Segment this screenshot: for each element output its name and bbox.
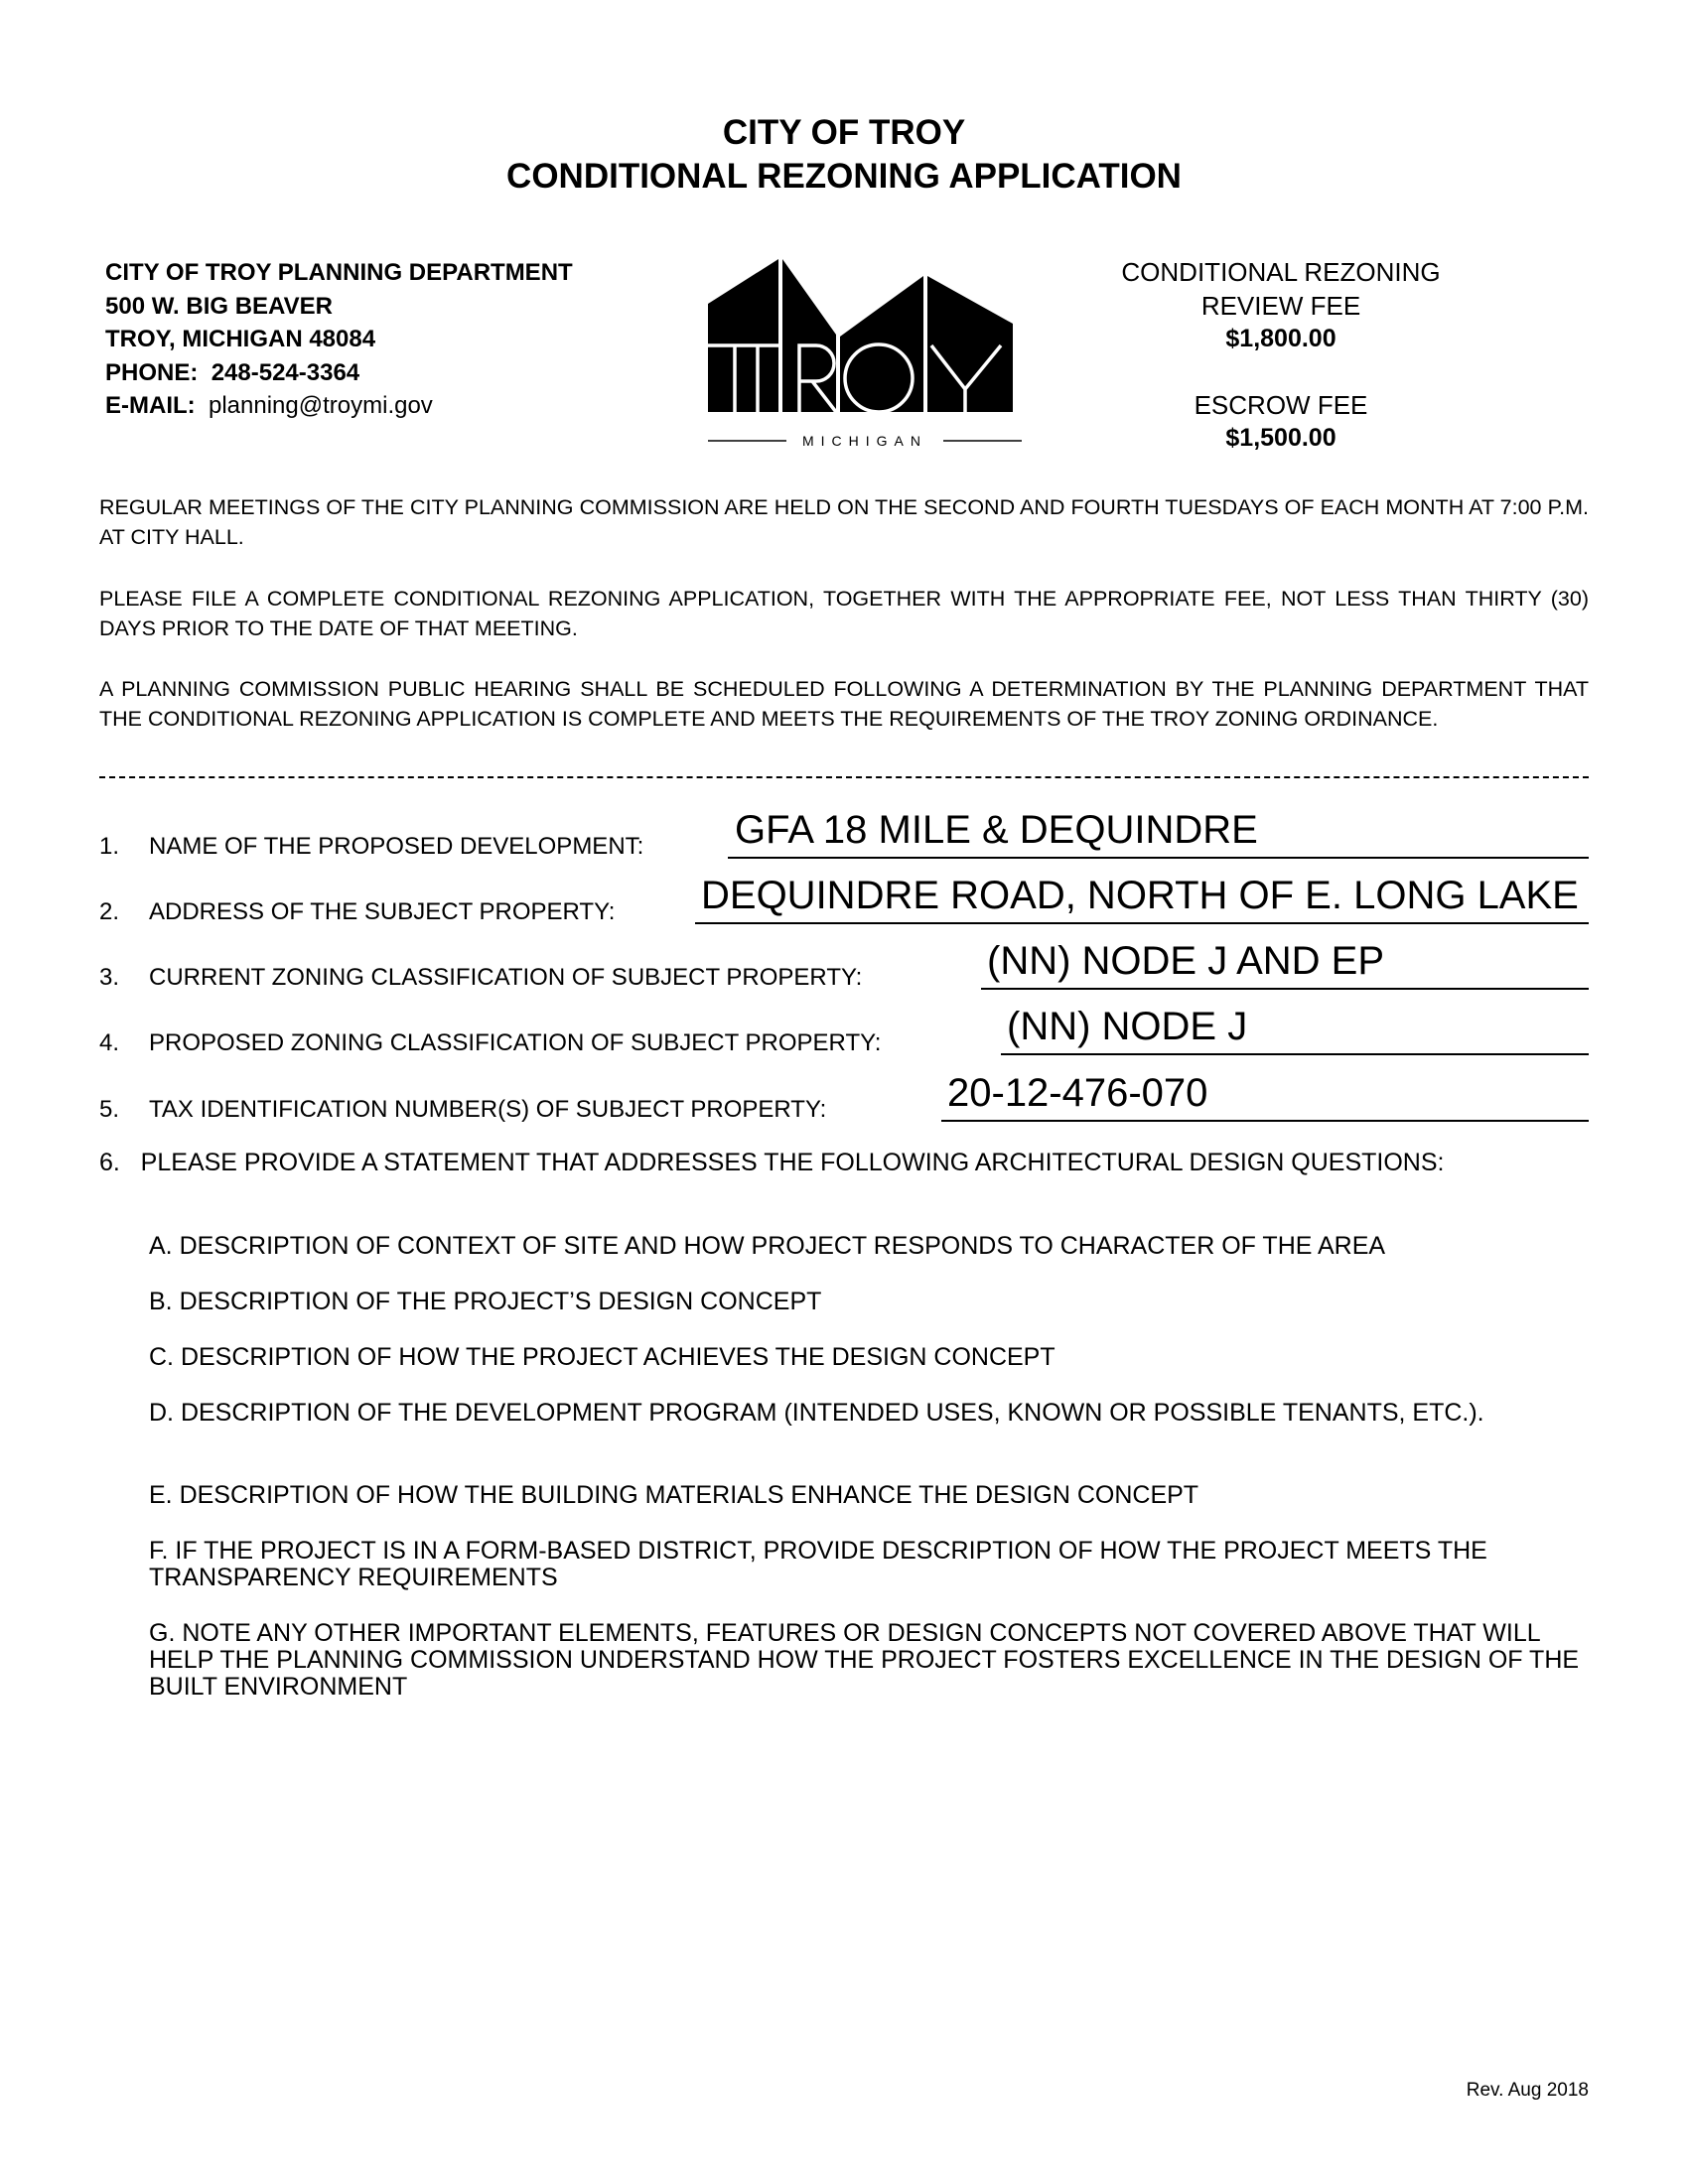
department-city: TROY, MICHIGAN 48084 — [105, 326, 376, 352]
department-name: CITY OF TROY PLANNING DEPARTMENT — [105, 259, 573, 286]
troy-logo-graphic — [705, 250, 1025, 459]
field-number: 3. — [99, 964, 120, 991]
fees-block — [1072, 256, 1489, 456]
department-info — [105, 256, 573, 423]
field-value[interactable]: 20-12-476-070 — [947, 1071, 1208, 1115]
field-underline — [1001, 1053, 1589, 1055]
department-street: 500 W. BIG BEAVER — [105, 292, 333, 320]
logo-subtitle: MICHIGAN — [802, 433, 927, 449]
question-6: 6. PLEASE PROVIDE A STATEMENT THAT ADDRESSES THE FOLLOWING ARCHITECTURAL DESIGN QUESTIONS: — [99, 1149, 1445, 1176]
design-question-c: C. DESCRIPTION OF HOW THE PROJECT ACHIEVES THE DESIGN CONCEPT — [149, 1343, 1055, 1371]
field-underline — [728, 857, 1589, 859]
field-value[interactable]: DEQUINDRE ROAD, NORTH OF E. LONG LAKE — [701, 874, 1579, 917]
field-label: PROPOSED ZONING CLASSIFICATION OF SUBJECT PROPERTY: — [149, 1029, 882, 1056]
meetings-paragraph: REGULAR MEETINGS OF THE CITY PLANNING COMMISSION ARE HELD ON THE SECOND AND FOURTH TUESDAYS OF EACH MONTH AT 7:00 P.M. AT CITY HALL. — [99, 495, 1589, 549]
field-value[interactable]: GFA 18 MILE & DEQUINDRE — [735, 808, 1258, 852]
escrow-fee-amount: $1,500.00 — [1225, 424, 1336, 452]
field-label: CURRENT ZONING CLASSIFICATION OF SUBJECT PROPERTY: — [149, 964, 863, 991]
design-question-d: D. DESCRIPTION OF THE DEVELOPMENT PROGRAM (INTENDED USES, KNOWN OR POSSIBLE TENANTS, ETC.). — [149, 1399, 1484, 1427]
dashed-separator — [99, 776, 1589, 780]
field-number: 1. — [99, 833, 120, 860]
design-question-g: G. NOTE ANY OTHER IMPORTANT ELEMENTS, FEATURES OR DESIGN CONCEPTS NOT COVERED ABOVE THAT WILL HELP THE PLANNING COMMISSION UNDERSTAND HOW THE PROJECT FOSTERS EXCELLENCE IN THE DESIGN OF THE BUILT ENVIRONMENT — [149, 1619, 1580, 1701]
design-question-e: E. DESCRIPTION OF HOW THE BUILDING MATERIALS ENHANCE THE DESIGN CONCEPT — [149, 1481, 1199, 1509]
page-title-line1: CITY OF TROY — [722, 113, 966, 152]
field-development-name — [99, 808, 1589, 860]
field-current-zoning — [99, 939, 1589, 991]
design-question-f: F. IF THE PROJECT IS IN A FORM-BASED DISTRICT, PROVIDE DESCRIPTION OF HOW THE PROJECT MEETS THE TRANSPARENCY REQUIREMENTS — [149, 1537, 1487, 1591]
review-fee-label-line2: REVIEW FEE — [1200, 290, 1361, 321]
field-number: 4. — [99, 1029, 120, 1056]
field-number: 5. — [99, 1096, 120, 1123]
phone-number: 248-524-3364 — [211, 358, 360, 386]
field-underline — [941, 1120, 1589, 1122]
troy-logo — [705, 250, 1025, 459]
field-value[interactable]: (NN) NODE J AND EP — [987, 939, 1385, 983]
field-underline — [981, 988, 1589, 990]
review-fee-amount: $1,800.00 — [1225, 325, 1336, 352]
design-question-b: B. DESCRIPTION OF THE PROJECT’S DESIGN CONCEPT — [149, 1288, 822, 1315]
filing-paragraph: PLEASE FILE A COMPLETE CONDITIONAL REZONING APPLICATION, TOGETHER WITH THE APPROPRIATE FEE, NOT LESS THAN THIRTY (30) DAYS PRIOR TO THE DATE OF THAT MEETING. — [99, 587, 1589, 640]
field-proposed-zoning — [99, 1005, 1589, 1056]
field-value[interactable]: (NN) NODE J — [1007, 1005, 1248, 1048]
escrow-fee-label: ESCROW FEE — [1194, 389, 1368, 420]
field-label: ADDRESS OF THE SUBJECT PROPERTY: — [149, 898, 616, 925]
email-address: planning@troymi.gov — [209, 392, 433, 419]
field-underline — [695, 922, 1589, 924]
hearing-paragraph: A PLANNING COMMISSION PUBLIC HEARING SHALL BE SCHEDULED FOLLOWING A DETERMINATION BY THE PLANNING DEPARTMENT THAT THE CONDITIONAL REZONING APPLICATION IS COMPLETE AND MEETS THE REQUIREMENTS OF THE TROY ZONING ORDINANCE. — [99, 677, 1589, 731]
phone-label: PHONE: — [105, 358, 199, 386]
field-number: 2. — [99, 898, 120, 925]
field-label: NAME OF THE PROPOSED DEVELOPMENT: — [149, 833, 644, 860]
field-label: TAX IDENTIFICATION NUMBER(S) OF SUBJECT PROPERTY: — [149, 1096, 827, 1123]
page-title-line2: CONDITIONAL REZONING APPLICATION — [506, 157, 1182, 196]
field-property-address — [99, 874, 1589, 925]
field-tax-id — [99, 1071, 1589, 1123]
design-question-a: A. DESCRIPTION OF CONTEXT OF SITE AND HOW PROJECT RESPONDS TO CHARACTER OF THE AREA — [149, 1232, 1386, 1260]
review-fee-label-line1: CONDITIONAL REZONING — [1121, 257, 1441, 287]
revision-date: Rev. Aug 2018 — [1466, 2080, 1589, 2101]
email-label: E-MAIL: — [105, 392, 196, 419]
